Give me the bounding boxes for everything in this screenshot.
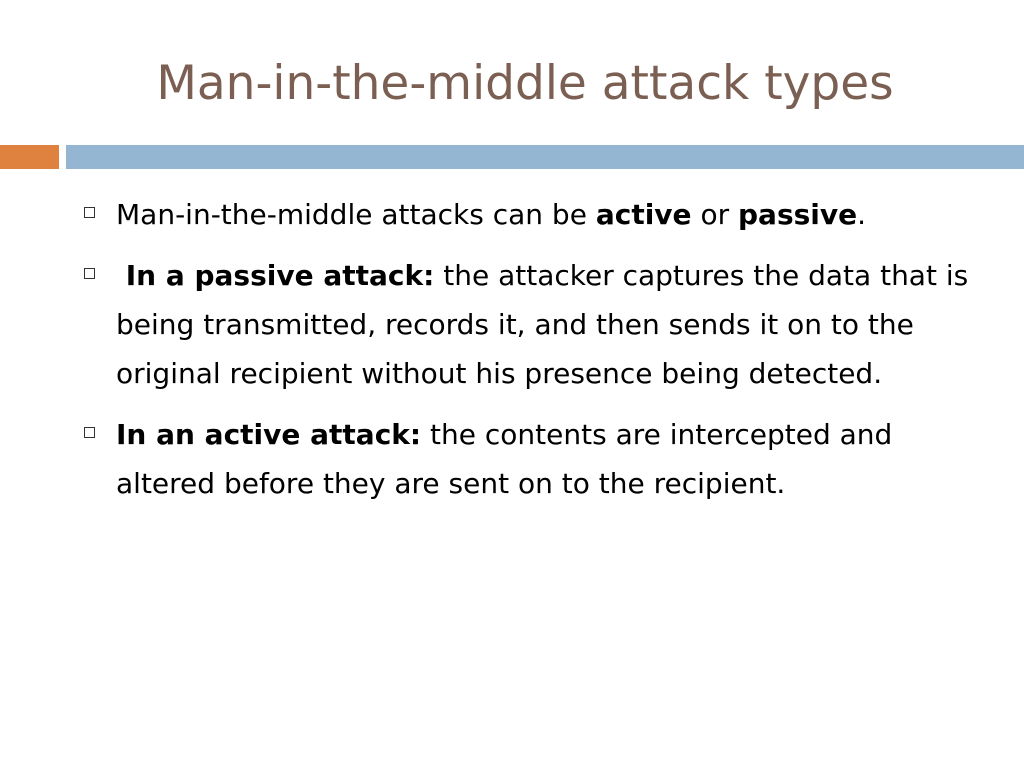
slide-title: Man-in-the-middle attack types	[156, 56, 894, 111]
bullet-bold-active: active	[595, 198, 692, 231]
bullet-item-passive-attack	[0, 251, 1024, 398]
bullet-lead: In a passive attack:	[116, 259, 435, 292]
square-bullet-icon	[84, 207, 95, 218]
bullet-item-active-attack	[0, 410, 1024, 508]
bullet-list	[0, 190, 1024, 520]
bullet-lead: In an active attack:	[116, 418, 422, 451]
accent-bar-right	[66, 145, 1024, 169]
bullet-text: Man-in-the-middle attacks can be	[116, 198, 596, 231]
accent-bar-left	[0, 145, 59, 169]
bullet-text: the contents are intercepted and altered before they are sent on to the recipient.	[116, 418, 893, 500]
bullet-item-active-or-passive	[0, 190, 1024, 239]
bullet-text-end: .	[857, 198, 867, 231]
bullet-bold-passive: passive	[738, 198, 858, 231]
bullet-text-connector: or	[691, 198, 738, 231]
bullet-text: the attacker captures the data that is being transmitted, records it, and then sends it on to the original recipient without his presence being detected.	[116, 259, 969, 390]
square-bullet-icon	[84, 427, 95, 438]
square-bullet-icon	[84, 268, 95, 279]
